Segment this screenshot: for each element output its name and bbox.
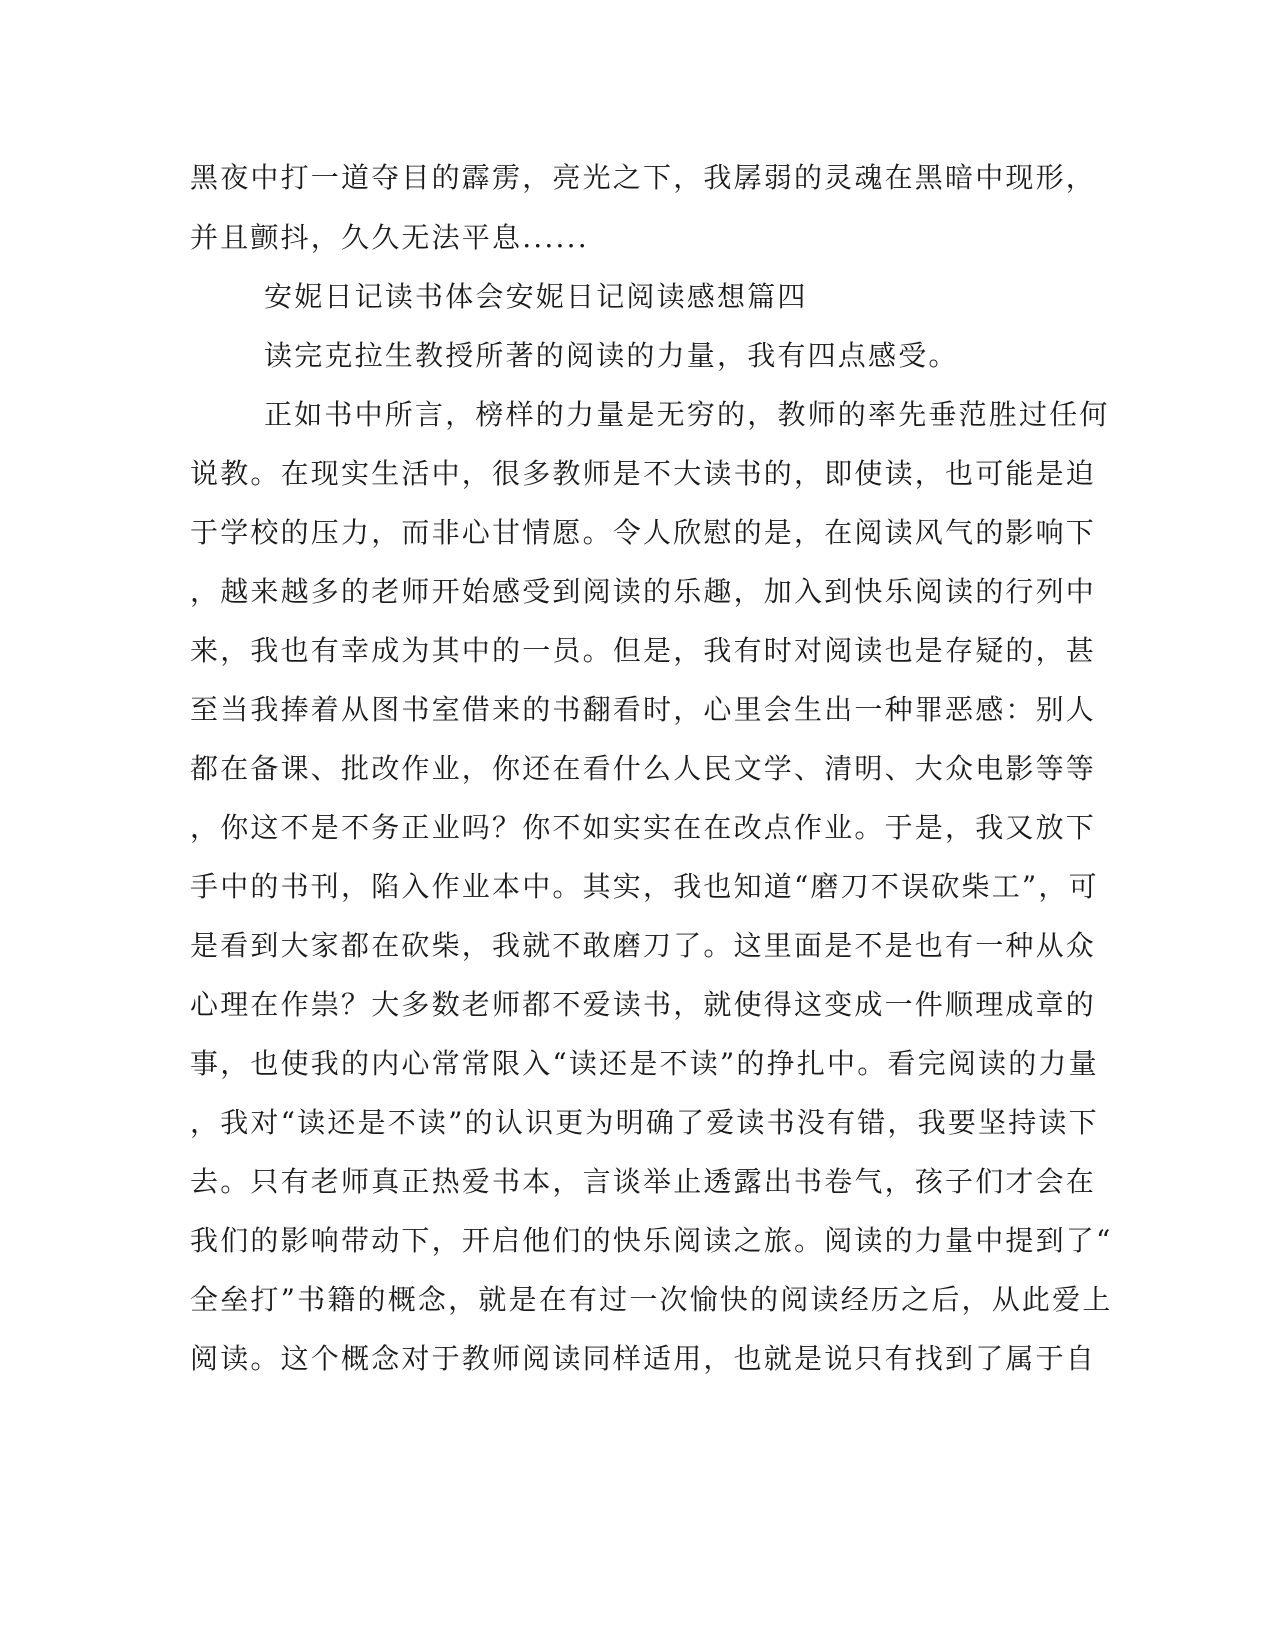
text-line: ，你这不是不务正业吗？你不如实实在在改点作业。于是，我又放下 [190, 811, 1097, 844]
text-line: 黑夜中打一道夺目的霹雳，亮光之下，我孱弱的灵魂在黑暗中现形， [190, 161, 1097, 194]
text-line: 至当我捧着从图书室借来的书翻看时，心里会生出一种罪恶感：别人 [190, 693, 1097, 726]
text-line: 手中的书刊，陷入作业本中。其实，我也知道“磨刀不误砍柴工”，可 [190, 870, 1099, 903]
text-line: ，我对“读还是不读”的认识更为明确了爱读书没有错，我要坚持读下 [190, 1106, 1099, 1139]
section-heading: 安妮日记读书体会安妮日记阅读感想篇四 [264, 280, 808, 313]
text-line: 来，我也有幸成为其中的一员。但是，我有时对阅读也是存疑的，甚 [190, 634, 1097, 667]
text-line: 是看到大家都在砍柴，我就不敢磨刀了。这里面是不是也有一种从众 [190, 929, 1097, 962]
text-line: 于学校的压力，而非心甘情愿。令人欣慰的是，在阅读风气的影响下 [190, 516, 1097, 549]
text-line: 阅读。这个概念对于教师阅读同样适用，也就是说只有找到了属于自 [190, 1342, 1097, 1375]
text-line: 去。只有老师真正热爱书本，言谈举止透露出书卷气，孩子们才会在 [190, 1165, 1097, 1198]
text-line: 全垒打”书籍的概念，就是在有过一次愉快的阅读经历之后，从此爱上 [190, 1283, 1113, 1316]
paragraph-first-line: 读完克拉生教授所著的阅读的力量，我有四点感受。 [264, 339, 959, 372]
text-line: 都在备课、批改作业，你还在看什么人民文学、清明、大众电影等等 [190, 752, 1097, 785]
text-line: 事，也使我的内心常常限入“读还是不读”的挣扎中。看完阅读的力量 [190, 1047, 1099, 1080]
text-line: 心理在作祟？大多数老师都不爱读书，就使得这变成一件顺理成章的 [190, 988, 1097, 1021]
text-line: 并且颤抖，久久无法平息...... [190, 221, 589, 254]
text-line: 我们的影响带动下，开启他们的快乐阅读之旅。阅读的力量中提到了“ [190, 1224, 1113, 1257]
paragraph-first-line: 正如书中所言，榜样的力量是无穷的，教师的率先垂范胜过任何 [264, 398, 1110, 431]
text-line: ，越来越多的老师开始感受到阅读的乐趣，加入到快乐阅读的行列中 [190, 575, 1097, 608]
text-line: 说教。在现实生活中，很多教师是不大读书的，即使读，也可能是迫 [190, 457, 1097, 490]
